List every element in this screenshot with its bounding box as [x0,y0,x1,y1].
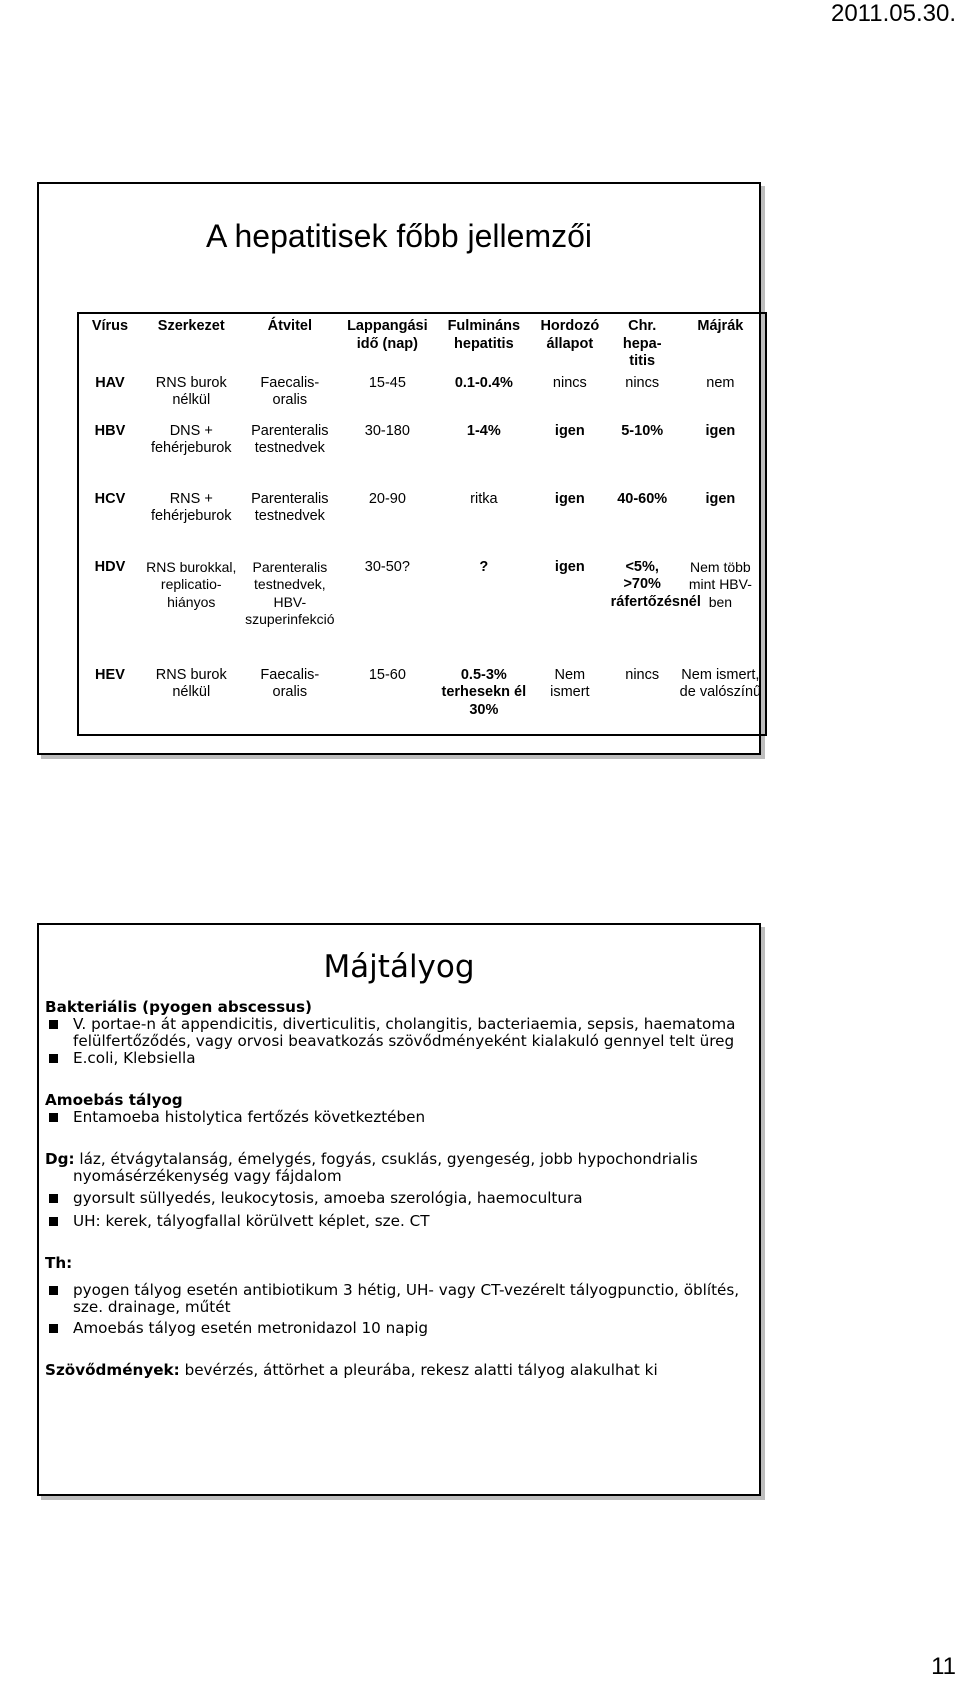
table-cell: 40-60% [617,490,668,507]
diagnosis-paragraph [45,1151,755,1185]
table-row [78,663,766,735]
table-cell: 15-60 [368,666,406,683]
table-cell: 1-4% [466,422,501,439]
table-cell: 20-90 [368,490,406,507]
section-heading-bacterial: Bakteriális (pyogen abscessus) [45,998,312,1016]
print-date: 2011.05.30. [830,0,956,27]
square-bullet-icon [49,1286,58,1295]
table-cell: igen [705,490,736,507]
page-number: 11 [931,1653,956,1680]
table-row [78,371,766,419]
table-cell: nincs [625,374,660,391]
table-cell: nincs [552,374,587,391]
virus-cell: HEV [95,666,125,683]
hepatitis-table [77,312,767,736]
table-cell: RNS burok nélkül [155,374,227,408]
table-header-row [78,313,766,371]
table-cell: RNS + fehérjeburok [150,490,232,524]
amoebic-list [45,1109,755,1126]
table-cell: RNS burok nélkül [155,666,227,700]
list-item [45,1282,755,1316]
complications-text: bevérzés, áttörhet a pleurába, rekesz alatti tályog alakulhat ki [184,1361,658,1379]
table-cell: igen [554,422,585,439]
list-item [45,1016,755,1050]
complications-paragraph [45,1362,755,1379]
virus-cell: HCV [94,490,126,507]
list-item [45,1109,755,1126]
table-cell: 0.5-3% terhesekn él 30% [441,666,527,718]
slide-body [45,999,755,1379]
table-cell: ritka [470,490,498,507]
therapy-label: Th: [45,1254,73,1272]
table-cell: Faecalis-oralis [260,666,320,700]
square-bullet-icon [49,1324,58,1333]
square-bullet-icon [49,1113,58,1122]
list-item [45,1050,755,1067]
column-header: Májrák [697,318,744,334]
column-header: Hordozó állapot [540,318,600,352]
table-cell: Parenteralis testnedvek, HBV-szuperinfekció [245,558,335,627]
column-header: Szerkezet [157,318,225,334]
table-row [78,555,766,663]
table-cell: Nem több mint HBV-ben [688,558,752,610]
virus-cell: HBV [94,422,126,439]
virus-cell: HDV [94,558,126,575]
table-cell: DNS + fehérjeburok [150,422,232,456]
list-item-text: Amoebás tályog esetén metronidazol 10 napig [73,1319,429,1337]
table-cell: RNS burokkal, replicatio-hiányos [146,558,237,610]
table-cell: Parenteralis testnedvek [251,422,329,456]
list-item-text: V. portae-n át appendicitis, diverticulitis, cholangitis, bacteriaemia, sepsis, haematoma felülfertőződés, vagy orvosi beavatkozás szövődményeként kialakuló gennyel telt üreg [73,1015,736,1050]
column-header: Átvitel [267,318,312,334]
table-cell: 30-180 [364,422,410,439]
table-cell: igen [554,490,585,507]
list-item-text: Entamoeba histolytica fertőzés következtében [73,1108,426,1126]
list-item-text: E.coli, Klebsiella [73,1049,196,1067]
therapy-list [45,1282,755,1337]
table-cell: 5-10% [621,422,664,439]
diagnosis-list [45,1190,755,1230]
table-cell: Nem ismert, de valószínű [679,666,762,700]
list-item [45,1320,755,1337]
table-cell: 0.1-0.4% [454,374,513,391]
table-cell: <5%, >70% ráfertőzésnél [610,558,701,610]
list-item [45,1213,755,1230]
section-heading-amoebic: Amoebás tályog [45,1091,183,1109]
virus-cell: HAV [95,374,125,391]
table-cell: nincs [625,666,660,683]
table-cell: Faecalis-oralis [260,374,320,408]
table-cell: Parenteralis testnedvek [251,490,329,524]
slide-title: Májtályog [323,949,475,985]
square-bullet-icon [49,1054,58,1063]
slide-title: A hepatitisek főbb jellemzői [206,218,592,254]
column-header: Chr. hepa-titis [622,318,662,369]
column-header: Fulmináns hepatitis [447,318,521,352]
table-cell: 30-50? [364,558,410,575]
diagnosis-label: Dg: [45,1150,75,1168]
table-row [78,487,766,555]
table-cell: 15-45 [368,374,406,391]
column-header: Vírus [91,318,129,334]
slide-liver-abscess [37,923,761,1496]
table-cell: igen [705,422,736,439]
list-item [45,1190,755,1207]
bacterial-list [45,1016,755,1067]
table-cell: nem [706,374,735,391]
list-item-text: pyogen tályog esetén antibiotikum 3 hétig, UH- vagy CT-vezérelt tályogpunctio, öblítés, sze. drainage, műtét [73,1281,740,1316]
slide-hepatitis-table [37,182,761,755]
diagnosis-text: láz, étvágytalanság, émelygés, fogyás, csuklás, gyengeség, jobb hypochondrialis nyomásérzékenység vagy fájdalom [73,1150,698,1185]
table-cell: ? [479,558,489,575]
table-row [78,419,766,487]
square-bullet-icon [49,1194,58,1203]
table-cell: igen [554,558,585,575]
square-bullet-icon [49,1020,58,1029]
square-bullet-icon [49,1217,58,1226]
column-header: Lappangási idő (nap) [347,318,428,352]
list-item-text: UH: kerek, tályogfallal körülvett képlet, sze. CT [73,1212,430,1230]
list-item-text: gyorsult süllyedés, leukocytosis, amoeba szerológia, haemocultura [73,1189,583,1207]
complications-label: Szövődmények: [45,1361,180,1379]
table-cell: Nem ismert [550,666,590,700]
